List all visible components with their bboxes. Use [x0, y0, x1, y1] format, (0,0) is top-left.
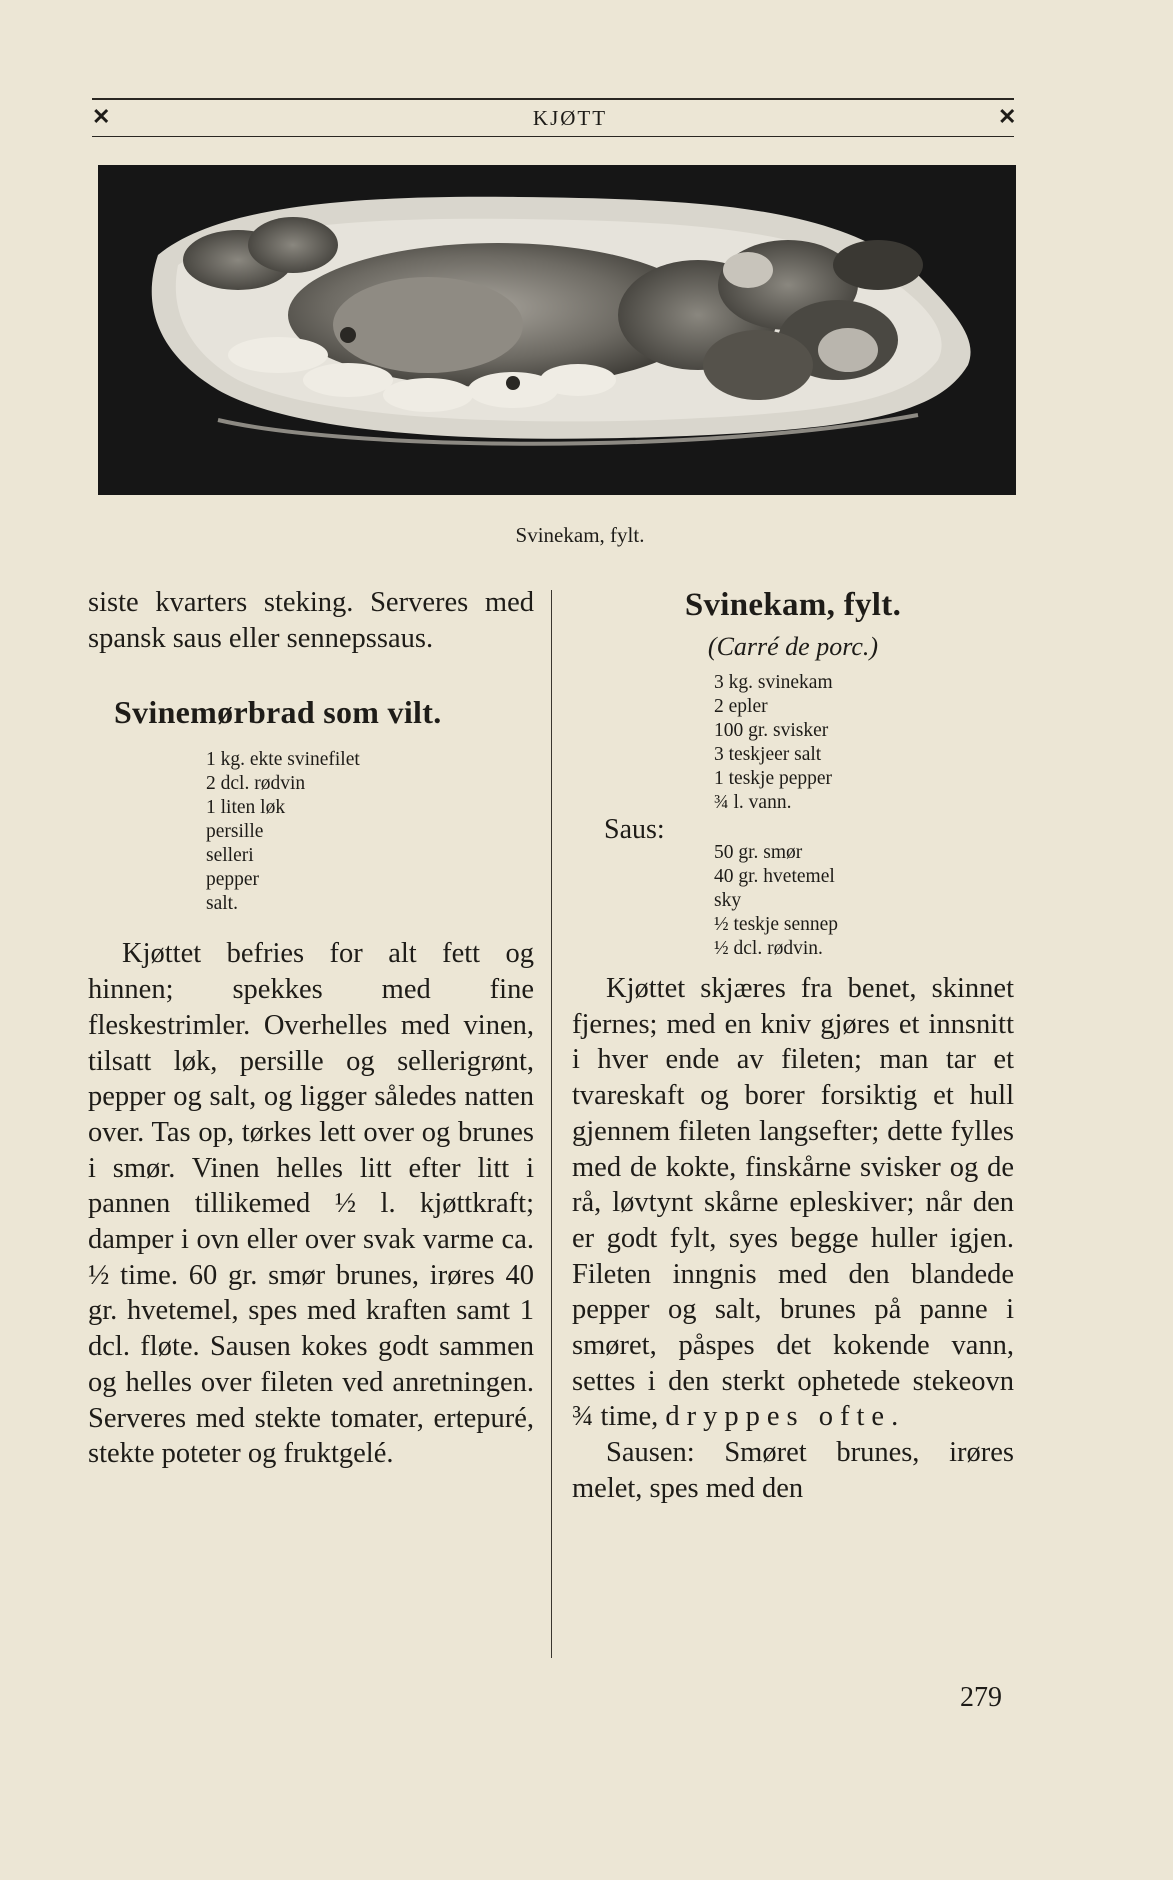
ingredient-item: 1 teskje pepper	[714, 768, 833, 789]
ingredient-item: 2 epler	[714, 696, 768, 717]
left-column	[88, 585, 534, 1472]
ingredient-item: 3 kg. svinekam	[714, 672, 833, 693]
sauce-ingredient-list	[572, 841, 1014, 961]
previous-recipe-ending: siste kvarters steking. Serveres med spansk saus eller sennepssaus.	[88, 587, 534, 654]
ingredient-item: salt.	[206, 893, 238, 915]
recipe-subtitle-french: (Carré de porc.)	[707, 632, 879, 661]
ingredient-item: pepper	[206, 869, 260, 891]
ingredient-item: sky	[714, 890, 742, 911]
sauce-method: Sausen: Smøret brunes, irøres melet, spes med den	[572, 1437, 1014, 1504]
ingredient-item: 50 gr. smør	[714, 842, 803, 863]
header-ornament-right: ✕	[998, 104, 1017, 130]
ingredient-list-svinekam	[572, 671, 1014, 815]
ingredient-item: 2 dcl. rødvin	[206, 773, 306, 795]
column-divider	[551, 590, 552, 1658]
ingredient-item: ½ teskje sennep	[714, 914, 839, 935]
ingredient-item: 40 gr. hvetemel	[714, 866, 835, 887]
ingredient-item: selleri	[206, 845, 254, 867]
ingredient-list-svinemorbrad	[88, 748, 534, 916]
dish-photograph	[98, 165, 1016, 495]
method-text: Kjøttet skjæres fra benet, skinnet fjernes; med en kniv gjøres et innsnitt i hver ende av fileten; man tar et tvareskaft og borer forsiktig et hull gjennem fileten langsefter; dette fylles med de kokte, finskårne svisker og de rå, løvtynt skårne epleskiver; når den er godt fylt, syes begge huller igjen. Fileten inngnis med den blandede pepper og salt, brunes på panne i smøret, påspes det kokende vann, settes i den sterkt ophetede stekeovn ¾ time,	[572, 973, 1014, 1433]
recipe-method-svinekam	[572, 971, 1014, 1435]
running-header-title: KJØTT	[532, 106, 608, 130]
page-number: 279	[960, 1682, 1002, 1713]
ingredient-item: 1 liten løk	[206, 797, 286, 819]
ingredient-item: 100 gr. svisker	[714, 720, 829, 741]
ingredient-item: 3 teskjeer salt	[714, 744, 822, 765]
recipe-title-svinemorbrad: Svinemørbrad som vilt.	[114, 694, 442, 731]
right-column	[572, 585, 1014, 1507]
ingredient-item: 1 kg. ekte svinefilet	[206, 749, 360, 771]
sauce-label: Saus:	[604, 814, 665, 845]
header-ornament-left: ✕	[92, 104, 111, 130]
ingredient-item: ¾ l. vann.	[714, 792, 792, 813]
recipe-method-svinemorbrad: Kjøttet befries for alt fett og hinnen; spekkes med fine fleskestrimler. Overhelles med vinen, tilsatt løk, persille og sellerigrønt, pepper og salt, og ligger således natten over. Tas op, tørkes lett over og brunes i smør. Vinen helles litt efter litt i pannen tillikemed ½ l. kjøttkraft; damper i ovn eller over svak varme ca. ½ time. 60 gr. smør brunes, irøres 40 gr. hvetemel, spes med kraften samt 1 dcl. fløte. Sausen kokes godt sammen og helles over fileten ved anretningen. Serveres med stekte tomater, ertepuré, stekte poteter og fruktgelé.	[88, 938, 534, 1470]
ingredient-item: persille	[206, 821, 264, 843]
platter-illustration	[98, 165, 1016, 495]
header-top-rule	[92, 98, 1014, 100]
recipe-title-svinekam: Svinekam, fylt.	[684, 587, 902, 623]
method-emphasis-spaced: dryppes ofte.	[665, 1401, 906, 1433]
ingredient-item: ½ dcl. rødvin.	[714, 938, 823, 959]
photo-caption: Svinekam, fylt.	[515, 523, 645, 547]
header-bottom-rule	[92, 136, 1014, 137]
